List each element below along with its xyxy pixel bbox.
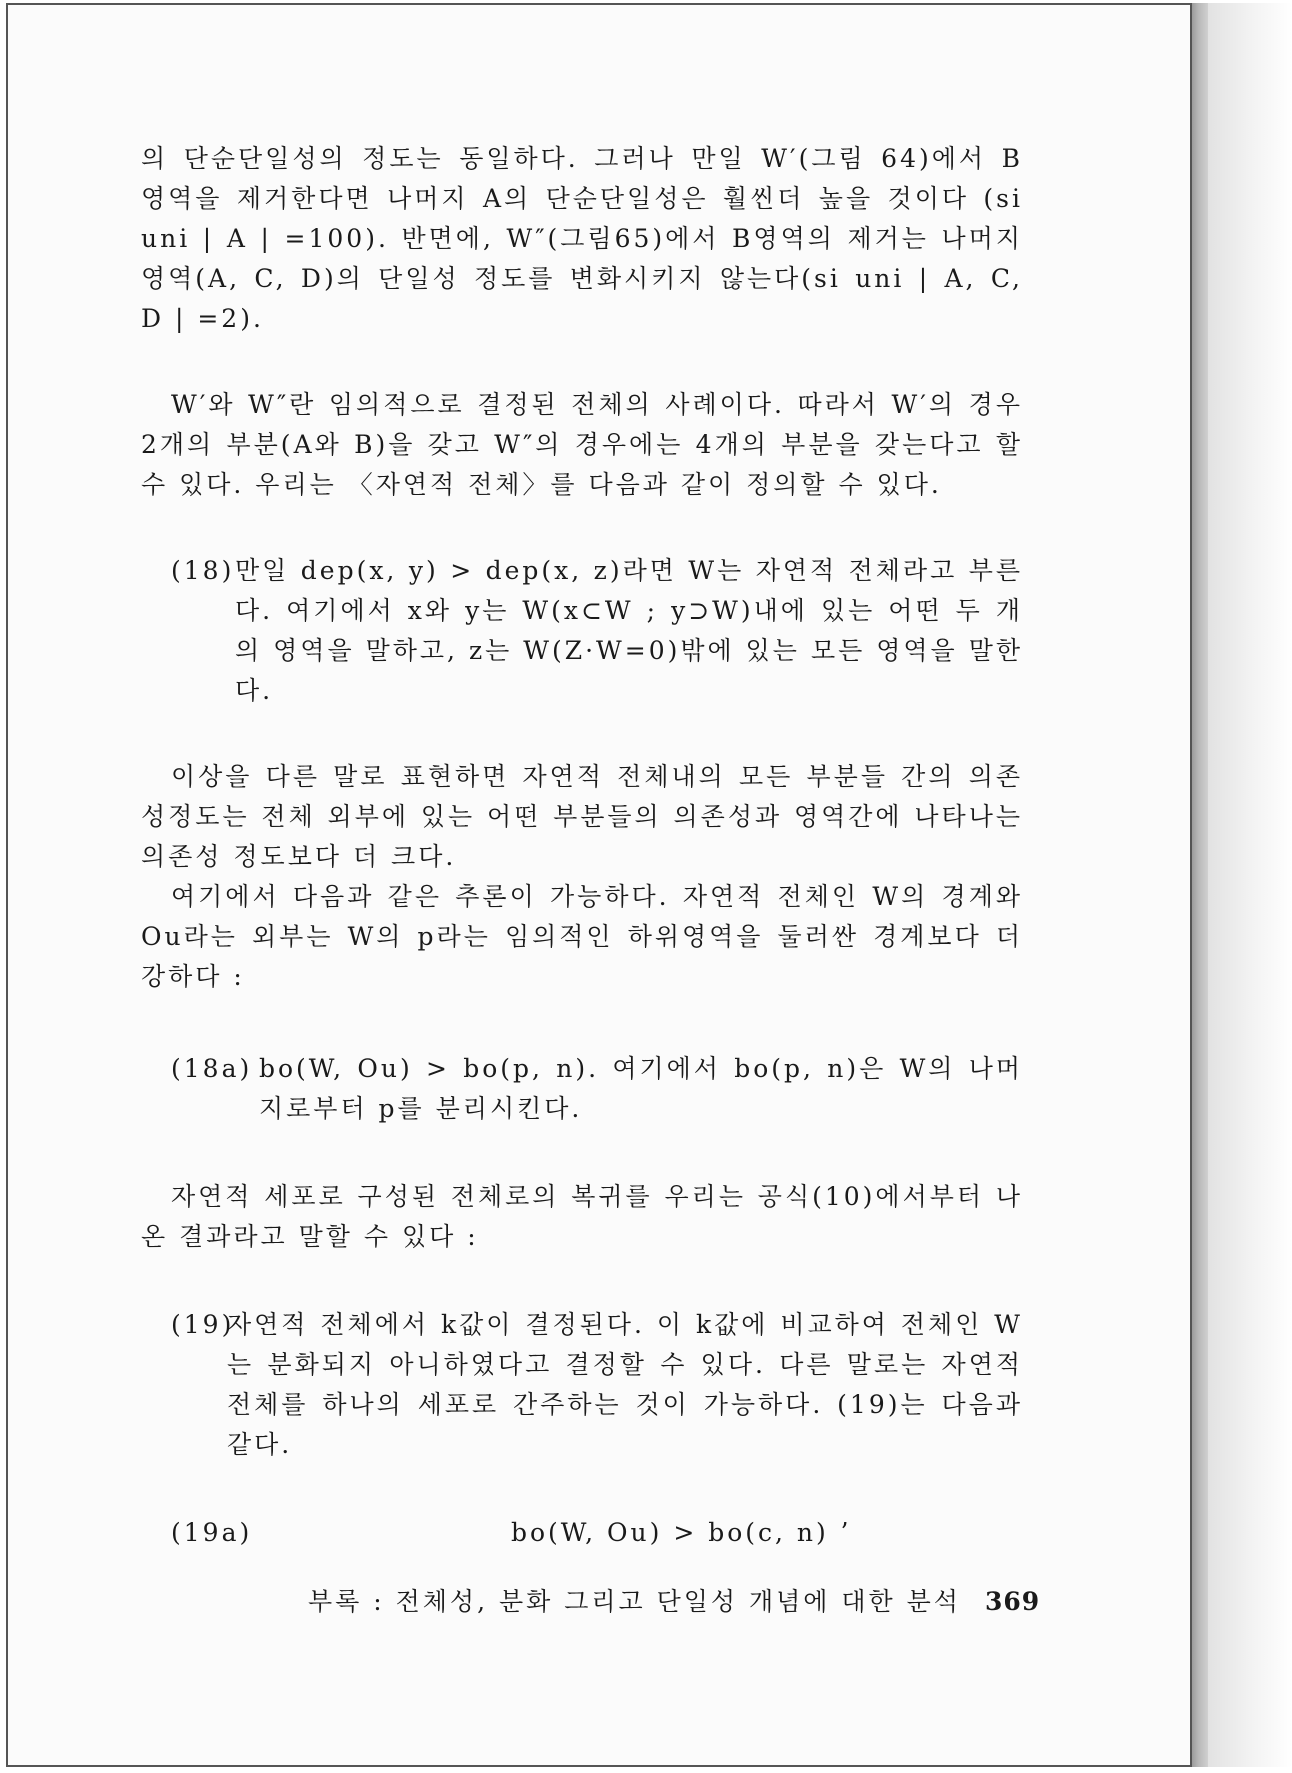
formula-text: bo(W, Ou) > bo(p, n). 여기에서 bo(p, n)은 W의 나머지로부터 p를 분리시킨다. [259,1054,1023,1123]
page-shadow [1208,3,1292,1767]
formula-number: (18) [171,556,235,585]
formula-number: (18a) [171,1054,253,1083]
running-footer [308,1582,1040,1618]
formula-number: (19) [171,1310,235,1339]
formula-number: (19a) [171,1518,253,1547]
page-edge [1192,3,1208,1767]
formula-19a [141,1513,1023,1553]
formula-text: 만일 dep(x, y) > dep(x, z)라면 W는 자연적 전체라고 부른다. 여기에서 x와 y는 W(x⊂W ; y⊃W)내에 있는 어떤 두 개의 영역을 말하고, z는 W(Z·W=0)밖에 있는 모든 영역을 말한다. [235,556,1023,705]
paragraph-5: 자연적 세포로 구성된 전체로의 복귀를 우리는 공식(10)에서부터 나온 결과라고 말할 수 있다 : [141,1182,1023,1251]
formula-text: 자연적 전체에서 k값이 결정된다. 이 k값에 비교하여 전체인 W는 분화되지 아니하였다고 결정할 수 있다. 다른 말로는 자연적 전체를 하나의 세포로 간주하는 것이 가능하다. (19)는 다음과 같다. [227,1310,1023,1459]
body-text [141,139,1023,1553]
formula-text: bo(W, Ou) > bo(c, n) ʼ [511,1518,851,1547]
page-number: 369 [984,1587,1041,1616]
paragraph-2: W′와 W″란 임의적으로 결정된 전체의 사례이다. 따라서 W′의 경우 2개의 부분(A와 B)을 갖고 W″의 경우에는 4개의 부분을 갖는다고 할 수 있다. 우리는 〈자연적 전체〉를 다음과 같이 정의할 수 있다. [141,390,1023,499]
footer-title: 부록 : 전체성, 분화 그리고 단일성 개념에 대한 분석 [308,1587,961,1616]
formula-19 [141,1305,1023,1465]
formula-18 [141,551,1023,711]
paragraph-1: 의 단순단일성의 정도는 동일하다. 그러나 만일 W′(그림 64)에서 B 영역을 제거한다면 나머지 A의 단순단일성은 훨씬더 높을 것이다 (si uni | A | =100). 반면에, W″(그림65)에서 B영역의 제거는 나머지 영역(A, C, D)의 단일성 정도를 변화시키지 않는다(si uni | A, C, D | =2). [141,144,1023,333]
formula-18a [141,1049,1023,1129]
paragraph-3: 이상을 다른 말로 표현하면 자연적 전체내의 모든 부분들 간의 의존성정도는 전체 외부에 있는 어떤 부분들의 의존성과 영역간에 나타나는 의존성 정도보다 더 크다. [141,762,1023,871]
paragraph-4: 여기에서 다음과 같은 추론이 가능하다. 자연적 전체인 W의 경계와 Ou라는 외부는 W의 p라는 임의적인 하위영역을 둘러싼 경계보다 더 강하다 : [141,882,1023,991]
